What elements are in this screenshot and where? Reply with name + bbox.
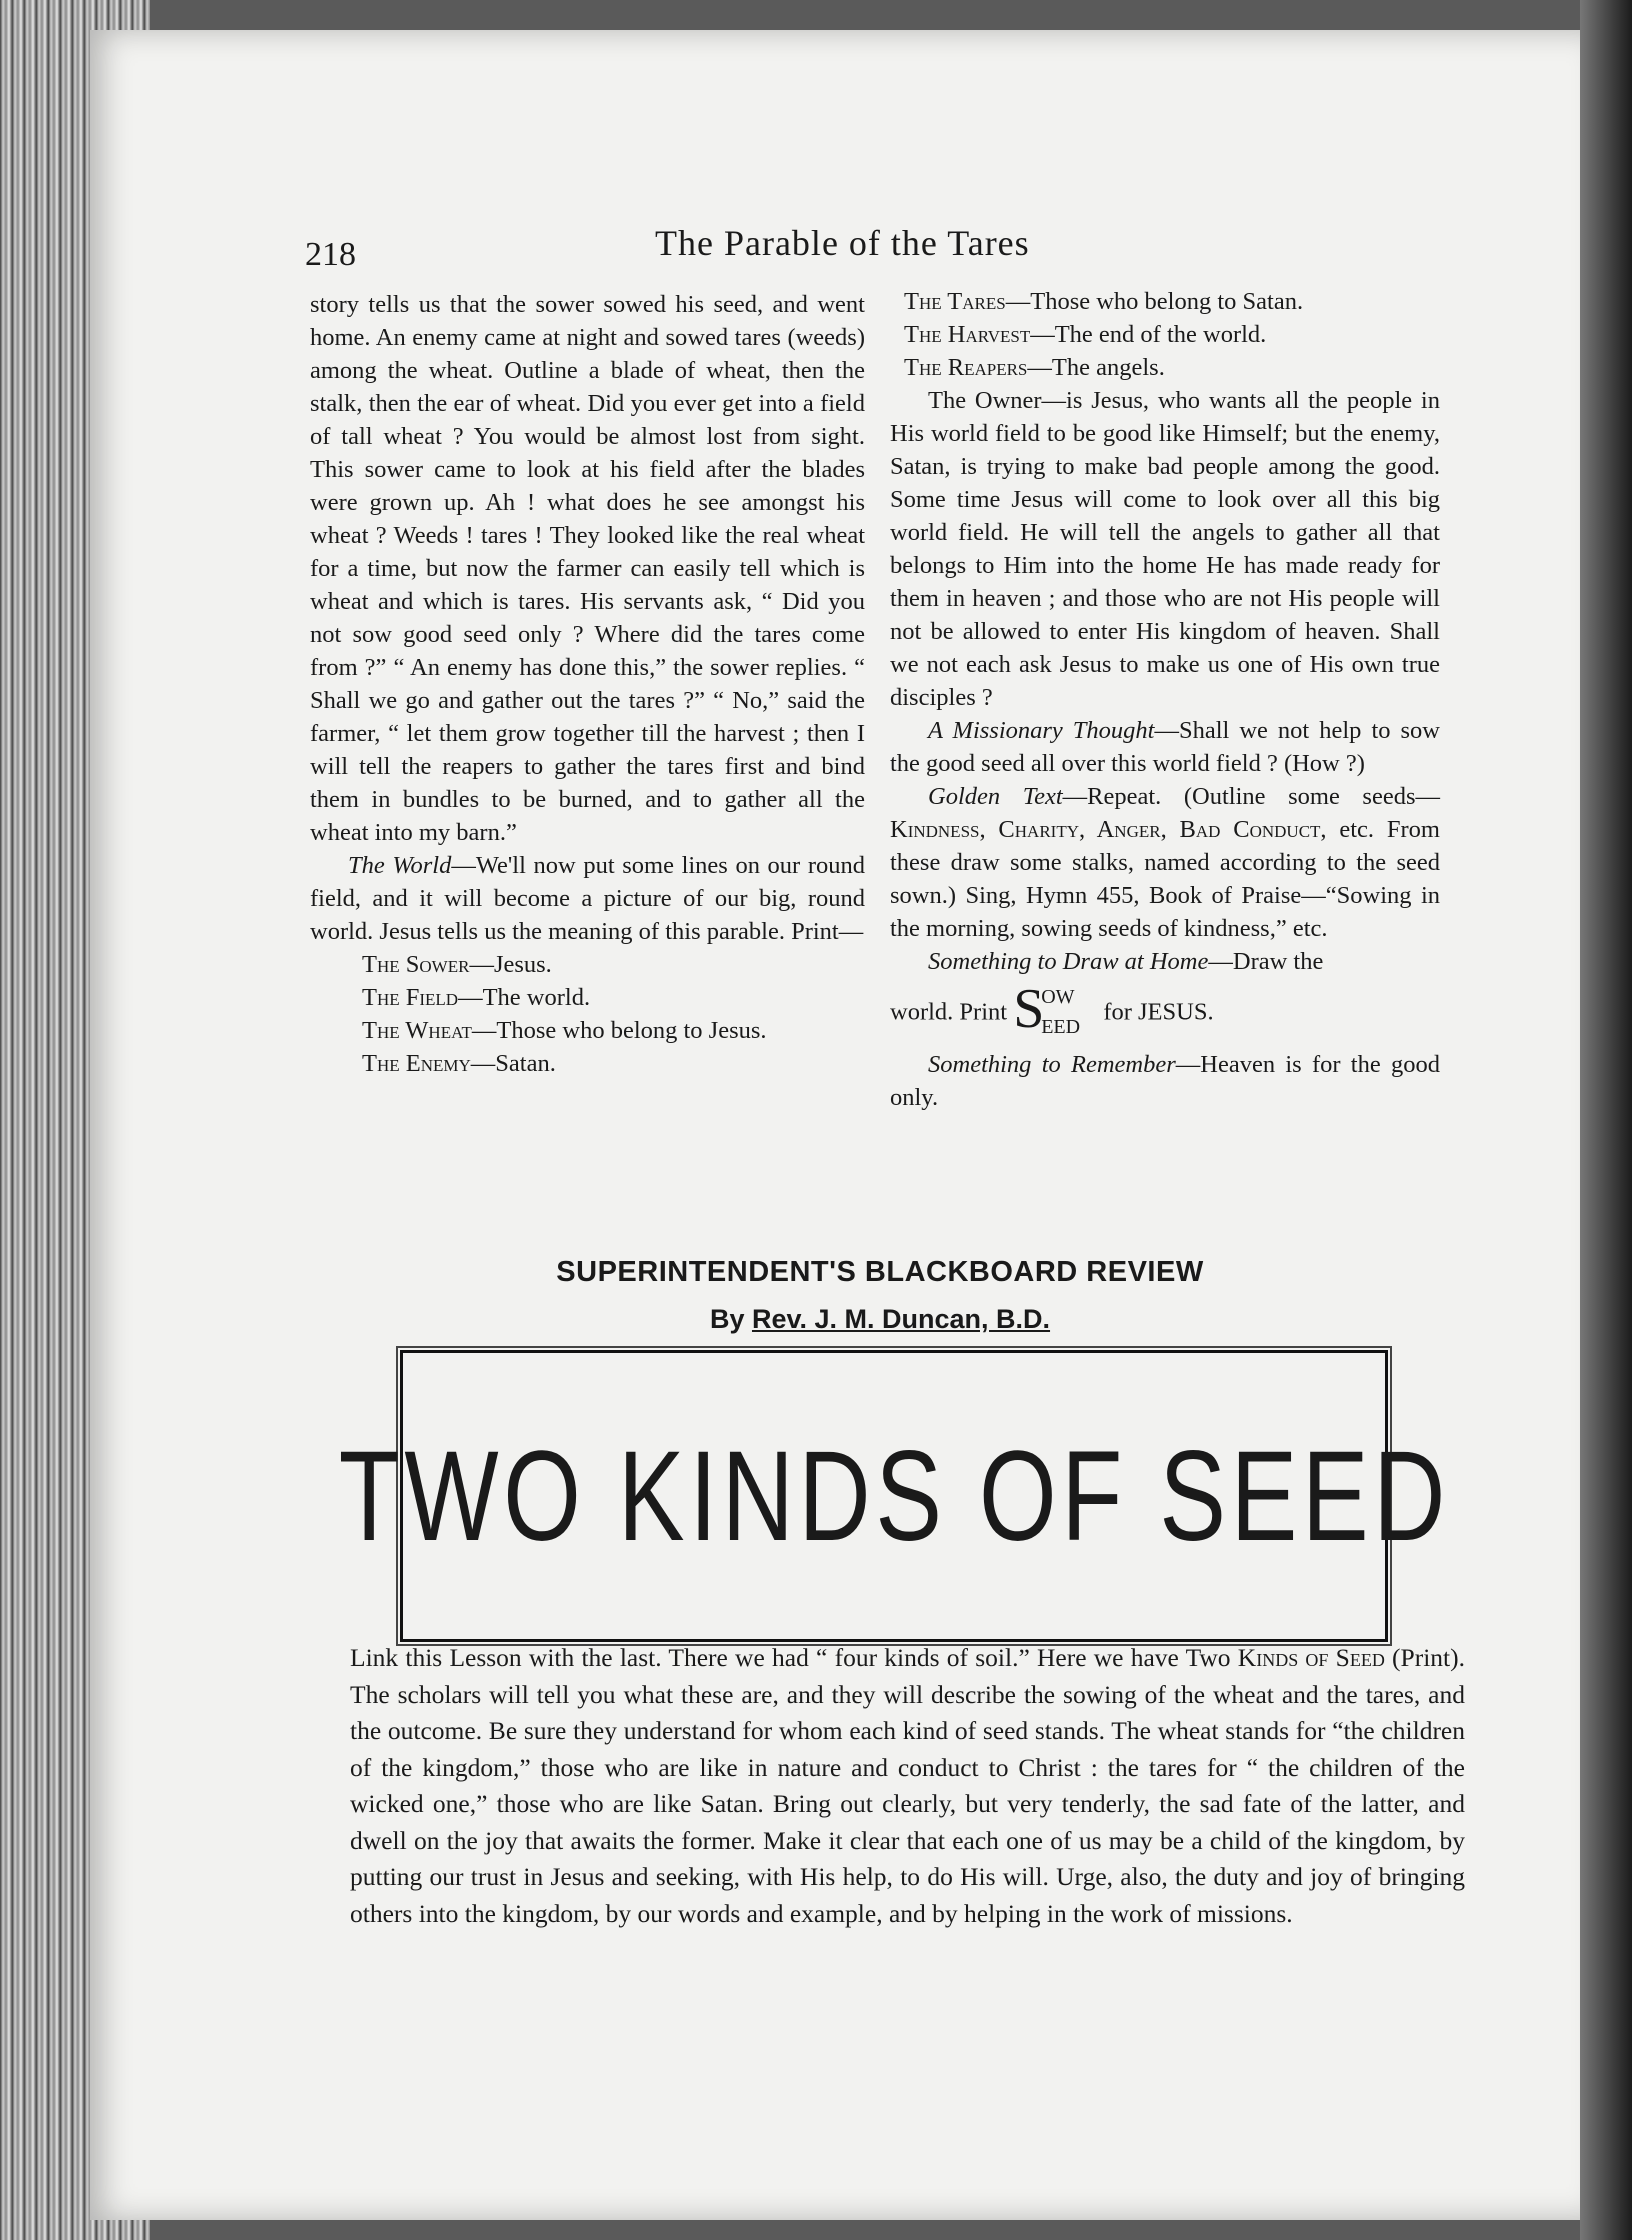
def-reapers: —The angels. bbox=[1027, 354, 1165, 381]
draw-text-2b: for JESUS. bbox=[1103, 998, 1214, 1026]
world-text: —We'll now put some lines on our round field, and it will become a picture of our big, round world. Jesus tells us the meaning of this parable. Print— bbox=[310, 852, 865, 945]
term-field: The Field bbox=[362, 984, 459, 1011]
left-column bbox=[310, 288, 865, 1080]
lesson-text-b: (Print). The scholars will tell you what these are, and they will describe the sowing of the wheat and the tares, and the outcome. Be sure they understand for whom each kind of seed stands. The wheat stands for “the children of the kingdom,” those who are like in nature and conduct to Christ : the tares for “ the children of the wicked one,” those who are like Satan. Bring out clearly, but very tenderly, the sad fate of the latter, and dwell on the joy that awaits the former. Make it clear that each one of us may be a child of the kingdom, by putting our trust in Jesus and seeking, with His help, to do His will. Urge, also, the duty and joy of bringing others into the kingdom, by our words and example, and by helping in the work of missions. bbox=[350, 1643, 1465, 1928]
list-item bbox=[890, 285, 1440, 318]
story-paragraph: story tells us that the sower sowed his seed, and went home. An enemy came at night and sowed tares (weeds) among the wheat. Outline a blade of wheat, then the stalk, then the ear of wheat. Did you ever get into a field of tall wheat ? You would be almost lost from sight. This sower came to look at his field after the blades were grown up. Ah ! what does he see amongst his wheat ? Weeds ! tares ! They looked like the real wheat for a time, but now the farmer can easily tell which is wheat and which is tares. His servants ask, “ Did you not sow good seed only ? Where did the tares come from ?” “ An enemy has done this,” the sower replies. “ Shall we go and gather out the tares ?” “ No,” said the farmer, “ let them grow together till the harvest ; then I will tell the reapers to gather the tares first and bind them in bundles to be burned, and to gather all the wheat into my barn.” bbox=[310, 291, 865, 846]
list-item bbox=[310, 981, 865, 1014]
golden-text-paragraph bbox=[890, 780, 1440, 945]
blackboard-text: TWO KINDS OF SEED bbox=[338, 1424, 1450, 1568]
golden-text-b: , etc. From these draw some stalks, named according to the seed sown.) Sing, Hymn 455, Book of Praise—“Sowing in the morning, sowing seeds of kindness,” etc. bbox=[890, 816, 1440, 942]
def-field: —The world. bbox=[458, 984, 591, 1011]
running-title: The Parable of the Tares bbox=[655, 223, 1030, 263]
term-reapers: The Reapers bbox=[904, 354, 1028, 381]
def-wheat: —Those who belong to Jesus. bbox=[471, 1017, 767, 1044]
def-sower: —Jesus. bbox=[469, 951, 552, 978]
list-item bbox=[310, 948, 865, 981]
term-tares: The Tares bbox=[904, 288, 1006, 315]
byline-by: By bbox=[709, 1304, 745, 1334]
draw-text: —Draw the bbox=[1208, 948, 1324, 975]
owner-paragraph: The Owner—is Jesus, who wants all the people in His world field to be good like Himself; but the enemy, Satan, is trying to make bad people among the good. Some time Jesus will come to look over all this big world field. He will tell the angels to gather all that belongs to Him into the home He has made ready for them in heaven ; and those who are not His people will not be allowed to enter His kingdom of heaven. Shall we not each ask Jesus to make us one of His own true disciples ? bbox=[890, 387, 1440, 711]
seed-suffix: EED bbox=[1041, 1016, 1081, 1038]
lesson-kinds-of-seed: Kinds of Seed bbox=[1237, 1643, 1385, 1672]
term-wheat: The Wheat bbox=[362, 1017, 472, 1044]
golden-label: Golden Text bbox=[928, 783, 1063, 810]
page-header bbox=[305, 222, 1475, 282]
remember-text: —Heaven is for the good only. bbox=[890, 1051, 1440, 1111]
golden-text-a: —Repeat. (Outline some seeds— bbox=[1062, 783, 1441, 810]
page-number: 218 bbox=[305, 236, 356, 273]
world-label: The World bbox=[348, 852, 452, 879]
remember-paragraph bbox=[890, 1048, 1440, 1114]
page-gutter-shadow bbox=[1580, 0, 1632, 2240]
lesson-text-a: Link this Lesson with the last. There we had “ four kinds of soil.” Here we have Two bbox=[350, 1643, 1238, 1672]
def-tares: —Those who belong to Satan. bbox=[1005, 288, 1304, 315]
missionary-paragraph bbox=[890, 714, 1440, 780]
draw-paragraph-continued bbox=[890, 978, 1440, 1044]
list-item bbox=[310, 1014, 865, 1047]
byline bbox=[380, 1304, 1380, 1335]
byline-author: Rev. J. M. Duncan, B.D. bbox=[751, 1304, 1051, 1334]
missionary-text: —Shall we not help to sow the good seed all over this world field ? (How ?) bbox=[890, 717, 1440, 777]
world-paragraph bbox=[310, 849, 865, 948]
lesson-paragraph bbox=[350, 1640, 1465, 1932]
remember-label: Something to Remember bbox=[928, 1051, 1176, 1078]
sow-seed-s: S bbox=[1013, 978, 1045, 1040]
list-item bbox=[310, 1047, 865, 1080]
list-item bbox=[890, 351, 1440, 384]
draw-text-2a: world. Print bbox=[890, 998, 1008, 1026]
draw-paragraph bbox=[890, 945, 1440, 978]
term-enemy: The Enemy bbox=[362, 1050, 471, 1077]
term-harvest: The Harvest bbox=[904, 321, 1031, 348]
right-column bbox=[890, 285, 1440, 1114]
draw-label: Something to Draw at Home bbox=[928, 948, 1209, 975]
def-enemy: —Satan. bbox=[470, 1050, 556, 1077]
sow-seed-print bbox=[1013, 978, 1097, 1044]
list-item bbox=[890, 318, 1440, 351]
def-harvest: —The end of the world. bbox=[1030, 321, 1267, 348]
missionary-label: A Missionary Thought bbox=[928, 717, 1155, 744]
seed-names: Kindness, Charity, Anger, Bad Conduct bbox=[890, 816, 1321, 843]
sow-suffix: OW bbox=[1041, 986, 1075, 1008]
blackboard-box bbox=[338, 1350, 1450, 1642]
term-sower: The Sower bbox=[362, 951, 470, 978]
blackboard-review-heading: SUPERINTENDENT'S BLACKBOARD REVIEW bbox=[556, 1256, 1204, 1288]
